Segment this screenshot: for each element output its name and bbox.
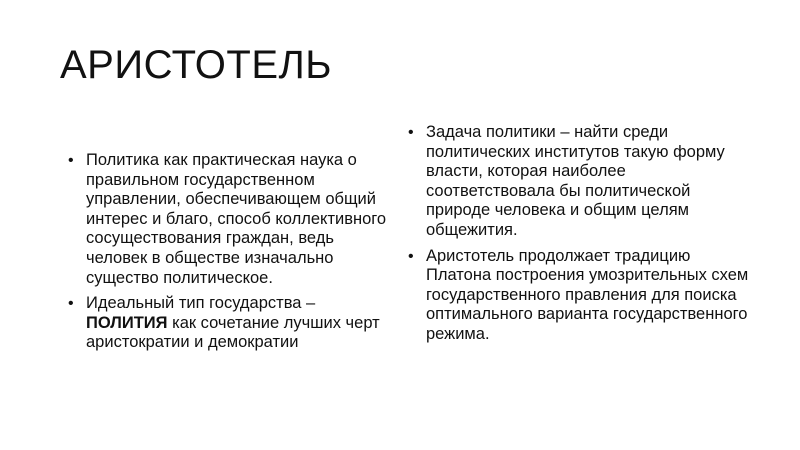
- bullet-text: Политика как практическая наука о правильном государственном управлении, обеспечивающем общий интерес и благо, способ коллективного сосуществования граждан, ведь человек в обществе изначально существо политическое.: [86, 151, 387, 287]
- left-bullet-list: [68, 151, 398, 359]
- bullet-text-after: как сочетание лучших черт аристократии и демократии: [86, 313, 380, 352]
- bullet-dot-icon: •: [408, 124, 414, 141]
- bullet-text-before: Идеальный тип государства –: [86, 294, 316, 313]
- bullet-dot-icon: •: [408, 247, 414, 265]
- bullet-dot-icon: •: [68, 295, 74, 313]
- bullet-item-politics-definition: [68, 151, 398, 288]
- bullet-text: Аристотель продолжает традицию Платона построения умозрительных схем государственного правления для поиска оптимального варианта государственного режима.: [426, 246, 749, 343]
- bullet-item-plato-tradition: [408, 247, 753, 345]
- bullet-dot-icon: •: [68, 152, 74, 169]
- right-bullet-list: [408, 123, 753, 351]
- bullet-item-task-of-politics: [408, 123, 753, 241]
- bullet-text-bold: ПОЛИТИЯ: [86, 313, 168, 332]
- bullet-item-ideal-state: [68, 294, 398, 353]
- bullet-text: Задача политики – найти среди политических институтов такую форму власти, которая наиболее соответствовала бы политической природе человека и общим целям общежития.: [426, 123, 725, 239]
- slide-title: АРИСТОТЕЛЬ: [60, 43, 333, 87]
